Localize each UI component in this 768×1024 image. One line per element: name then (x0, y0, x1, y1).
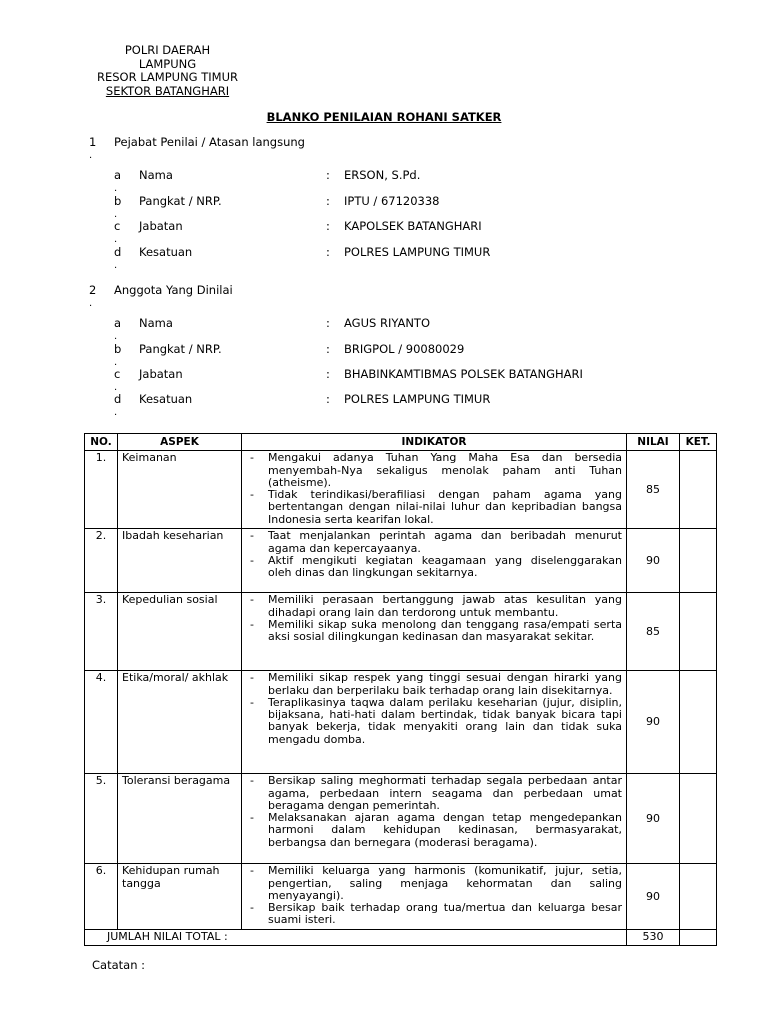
total-value: 530 (627, 930, 680, 945)
field-letter: c (114, 219, 121, 233)
field-label-nama: Nama (139, 168, 173, 182)
row-ket (680, 593, 717, 671)
indicator-item: - Mengakui adanya Tuhan Yang Maha Esa dan bersedia menyembah-Nya sekaligus menolak paham anti Tuhan (atheisme). (250, 451, 622, 489)
indicator-item: - Tidak terindikasi/berafiliasi dengan paham agama yang bertentangan dengan nilai-nilai luhur dan kepribadian bangsa Indonesia serta kearifan lokal. (250, 488, 622, 526)
document-title: BLANKO PENILAIAN ROHANI SATKER (266, 110, 502, 124)
indicator-item: - Teraplikasinya taqwa dalam perilaku keseharian (jujur, disiplin, bijaksana, hati-hati dalam bertindak, tidak banyak bicara tapi banyak bekerja, tidak menyakiti orang lain dan tidak suka mengadu domba. (250, 695, 622, 746)
total-ket (680, 930, 717, 945)
field-letter-dot: . (114, 382, 118, 393)
indicator-item: - Memiliki sikap suka menolong dan tenggang rasa/empati serta aksi sosial dilingkungan kedinasan dan masyarakat sekitar. (250, 617, 622, 644)
field-letter-dot: . (114, 357, 118, 368)
row-ket (680, 774, 717, 864)
row-indikator (242, 774, 627, 864)
field-colon: : (326, 168, 330, 182)
field-value-anggota-jabatan: BHABINKAMTIBMAS POLSEK BATANGHARI (344, 367, 583, 381)
field-letter-dot: . (114, 183, 118, 194)
field-value-penilai-pangkat: IPTU / 67120338 (344, 194, 440, 208)
field-colon: : (326, 245, 330, 259)
row-aspek: Toleransi beragama (118, 774, 242, 864)
table-row (85, 451, 717, 529)
row-number: 5. (85, 774, 118, 864)
field-letter: d (114, 392, 122, 406)
row-ket (680, 529, 717, 593)
row-aspek: Etika/moral/ akhlak (118, 671, 242, 774)
row-nilai: 90 (627, 529, 680, 593)
table-row (85, 593, 717, 671)
field-value-anggota-pangkat: BRIGPOL / 90080029 (344, 342, 465, 356)
field-label-jabatan: Jabatan (139, 367, 183, 381)
header-line-2: LAMPUNG (138, 56, 197, 71)
table-row (85, 529, 717, 593)
row-aspek: Kepedulian sosial (118, 593, 242, 671)
row-indikator (242, 671, 627, 774)
field-letter: c (114, 367, 121, 381)
field-letter-dot: . (114, 407, 118, 418)
header-no: NO. (85, 434, 118, 451)
row-aspek: Keimanan (118, 451, 242, 529)
field-colon: : (326, 316, 330, 330)
section-1-heading: Pejabat Penilai / Atasan langsung (114, 135, 305, 149)
field-value-penilai-kesatuan: POLRES LAMPUNG TIMUR (344, 245, 491, 259)
section-1-dot: . (89, 150, 93, 161)
total-label: JUMLAH NILAI TOTAL : (85, 930, 627, 945)
field-value-anggota-kesatuan: POLRES LAMPUNG TIMUR (344, 392, 491, 406)
header-aspek: ASPEK (118, 434, 242, 451)
indicator-item: - Aktif mengikuti kegiatan keagamaan yang diselenggarakan oleh dinas dan lingkungan sekitarnya. (250, 553, 622, 580)
row-nilai: 85 (627, 451, 680, 529)
field-letter: b (114, 194, 122, 208)
row-nilai: 85 (627, 593, 680, 671)
field-label-kesatuan: Kesatuan (139, 392, 193, 406)
header-line-3: RESOR LAMPUNG TIMUR (97, 70, 238, 84)
indicator-item: - Bersikap saling meghormati terhadap segala perbedaan antar agama, perbedaan intern seagama dan perbedaan umat beragama dengan pemerintah. (250, 774, 622, 812)
row-nilai: 90 (627, 671, 680, 774)
row-indikator (242, 864, 627, 930)
field-letter: a (114, 168, 122, 182)
indicator-item: - Memiliki perasaan bertanggung jawab atas kesulitan yang dihadapi orang lain dan terdorong untuk membantu. (250, 593, 622, 619)
field-letter-dot: . (114, 331, 118, 342)
row-nilai: 90 (627, 774, 680, 864)
table-row (85, 864, 717, 930)
field-label-pangkat: Pangkat / NRP. (139, 342, 222, 356)
section-1-number: 1 (89, 135, 97, 149)
indicator-item: - Taat menjalankan perintah agama dan beribadah menurut agama dan kepercayaanya. (250, 529, 622, 555)
row-number: 2. (85, 529, 118, 593)
field-label-nama: Nama (139, 316, 173, 330)
header-indikator: INDIKATOR (242, 434, 627, 451)
row-ket (680, 451, 717, 529)
field-letter: a (114, 316, 122, 330)
field-letter: d (114, 245, 122, 259)
field-label-jabatan: Jabatan (139, 219, 183, 233)
indicator-item: - Melaksanakan ajaran agama dengan tetap mengedepankan harmoni dalam kehidupan kedinasan, bermasyarakat, berbangsa dan bernegara (moderasi beragama). (250, 811, 622, 849)
unit-header (60, 44, 275, 98)
indicator-item: - Memiliki sikap respek yang tinggi sesuai dengan hirarki yang berlaku dan berperilaku baik terhadap orang lain disekitarnya. (250, 671, 622, 697)
indicator-item: - Memiliki keluarga yang harmonis (komunikatif, jujur, setia, pengertian, saling menjaga kehormatan dan saling menyayangi). (250, 864, 622, 902)
field-label-pangkat: Pangkat / NRP. (139, 194, 222, 208)
field-letter: b (114, 342, 122, 356)
field-colon: : (326, 342, 330, 356)
header-nilai: NILAI (627, 434, 680, 451)
row-number: 3. (85, 593, 118, 671)
row-indikator (242, 593, 627, 671)
section-2-heading: Anggota Yang Dinilai (114, 283, 233, 297)
field-colon: : (326, 367, 330, 381)
field-colon: : (326, 219, 330, 233)
field-value-penilai-jabatan: KAPOLSEK BATANGHARI (344, 219, 482, 233)
field-colon: : (326, 194, 330, 208)
row-indikator (242, 529, 627, 593)
field-colon: : (326, 392, 330, 406)
total-row (85, 930, 717, 945)
field-letter-dot: . (114, 260, 118, 271)
field-letter-dot: . (114, 209, 118, 220)
table-row (85, 774, 717, 864)
assessment-table (84, 433, 717, 946)
table-header-row (85, 434, 717, 451)
header-line-4: SEKTOR BATANGHARI (105, 83, 230, 98)
field-letter-dot: . (114, 234, 118, 245)
row-ket (680, 864, 717, 930)
header-ket: KET. (680, 434, 717, 451)
row-ket (680, 671, 717, 774)
catatan-label: Catatan : (92, 958, 146, 972)
row-number: 4. (85, 671, 118, 774)
field-value-anggota-nama: AGUS RIYANTO (344, 316, 431, 330)
field-value-penilai-nama: ERSON, S.Pd. (344, 168, 421, 182)
row-number: 6. (85, 864, 118, 930)
row-indikator (242, 451, 627, 529)
row-nilai: 90 (627, 864, 680, 930)
indicator-item: - Bersikap baik terhadap orang tua/mertua dan keluarga besar suami isteri. (250, 901, 622, 927)
row-aspek: Kehidupan rumah tangga (118, 864, 242, 930)
row-aspek: Ibadah keseharian (118, 529, 242, 593)
header-line-1: POLRI DAERAH (124, 43, 211, 57)
row-number: 1. (85, 451, 118, 529)
table-row (85, 671, 717, 774)
field-label-kesatuan: Kesatuan (139, 245, 193, 259)
section-2-dot: . (89, 298, 93, 309)
section-2-number: 2 (89, 283, 97, 297)
